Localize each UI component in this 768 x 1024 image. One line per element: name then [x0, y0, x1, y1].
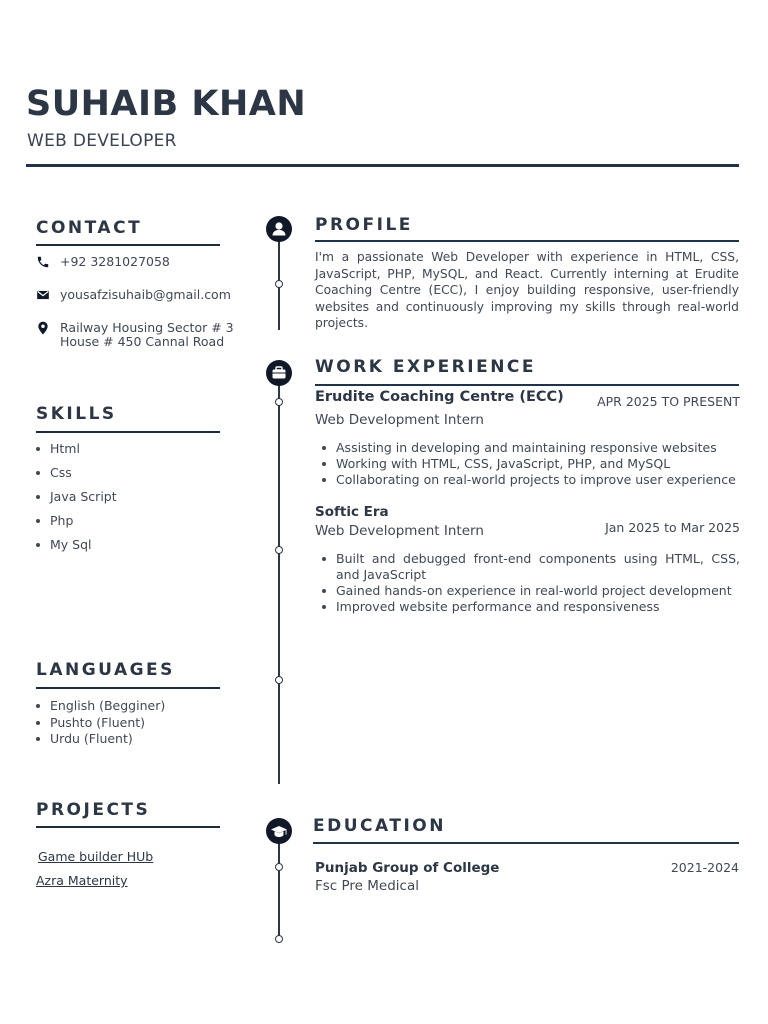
education-school: Punjab Group of College	[315, 860, 500, 876]
projects-divider	[36, 826, 220, 828]
list-item: Urdu (Fluent)	[36, 731, 226, 748]
job-company: Erudite Coaching Centre (ECC)	[315, 389, 564, 405]
skills-divider	[36, 431, 220, 433]
profile-heading: PROFILE	[315, 215, 413, 235]
job-dates: APR 2025 TO PRESENT	[597, 394, 740, 409]
address-line-2: House # 450 Cannal Road	[60, 334, 225, 349]
experience-heading: WORK EXPERIENCE	[315, 357, 537, 377]
timeline-dot	[275, 863, 283, 871]
phone-icon	[36, 255, 50, 269]
resume-name: SUHAIB KHAN	[26, 84, 307, 124]
briefcase-icon	[266, 360, 292, 386]
job-bullets	[322, 551, 740, 615]
job-bullets	[322, 440, 740, 488]
timeline-dot	[275, 280, 283, 288]
contact-phone[interactable]	[36, 255, 236, 271]
skills-list	[36, 441, 226, 561]
map-pin-icon	[36, 321, 50, 335]
timeline-segment-experience	[278, 385, 280, 784]
job-company: Softic Era	[315, 504, 389, 520]
education-dates: 2021-2024	[670, 860, 739, 875]
timeline-dot	[275, 935, 283, 943]
education-program: Fsc Pre Medical	[315, 878, 419, 894]
timeline-segment-education	[278, 843, 280, 939]
education-heading: EDUCATION	[313, 816, 446, 836]
list-item: Collaborating on real-world projects to improve user experience	[322, 472, 740, 488]
project-link-azra-maternity[interactable]: Azra Maternity	[36, 873, 128, 888]
list-item: Improved website performance and responsiveness	[322, 599, 740, 615]
skills-heading: SKILLS	[36, 404, 117, 424]
phone-text: +92 3281027058	[60, 254, 170, 269]
contact-email[interactable]	[36, 288, 236, 304]
contact-address	[36, 321, 236, 351]
list-item: Working with HTML, CSS, JavaScript, PHP, and MySQL	[322, 456, 740, 472]
list-item: Pushto (Fluent)	[36, 715, 226, 732]
job-role: Web Development Intern	[315, 412, 484, 428]
languages-list	[36, 698, 226, 748]
experience-divider	[315, 384, 739, 386]
resume-title: WEB DEVELOPER	[27, 131, 177, 151]
email-text: yousafzisuhaib@gmail.com	[60, 287, 231, 302]
list-item: English (Begginer)	[36, 698, 226, 715]
header-divider	[26, 164, 739, 167]
envelope-icon	[36, 288, 50, 302]
job-dates: Jan 2025 to Mar 2025	[605, 520, 740, 535]
list-item: My Sql	[36, 537, 226, 561]
timeline-dot	[275, 546, 283, 554]
list-item: Html	[36, 441, 226, 465]
profile-summary: I'm a passionate Web Developer with experience in HTML, CSS, JavaScript, PHP, MySQL, and React. Currently interning at Erudite Coaching Centre (ECC), I enjoy building responsive, user-friendly websites and continuously improving my skills through real-world projects.	[315, 250, 739, 331]
timeline-dot	[275, 398, 283, 406]
contact-heading: CONTACT	[36, 218, 143, 238]
job-role: Web Development Intern	[315, 523, 484, 539]
address-line-1: Railway Housing Sector # 3	[60, 320, 234, 335]
list-item: Css	[36, 465, 226, 489]
languages-divider	[36, 687, 220, 689]
profile-divider	[315, 240, 739, 242]
projects-heading: PROJECTS	[36, 800, 151, 820]
project-link-game-builder[interactable]: Game builder HUb	[38, 849, 154, 864]
graduation-cap-icon	[266, 818, 292, 844]
contact-divider	[36, 244, 220, 246]
user-icon	[266, 216, 292, 242]
list-item: Built and debugged front-end components using HTML, CSS, and JavaScript	[322, 551, 740, 583]
education-divider	[313, 842, 739, 844]
list-item: Gained hands-on experience in real-world project development	[322, 583, 740, 599]
list-item: Php	[36, 513, 226, 537]
languages-heading: LANGUAGES	[36, 660, 175, 680]
list-item: Java Script	[36, 489, 226, 513]
list-item: Assisting in developing and maintaining responsive websites	[322, 440, 740, 456]
timeline-dot	[275, 676, 283, 684]
